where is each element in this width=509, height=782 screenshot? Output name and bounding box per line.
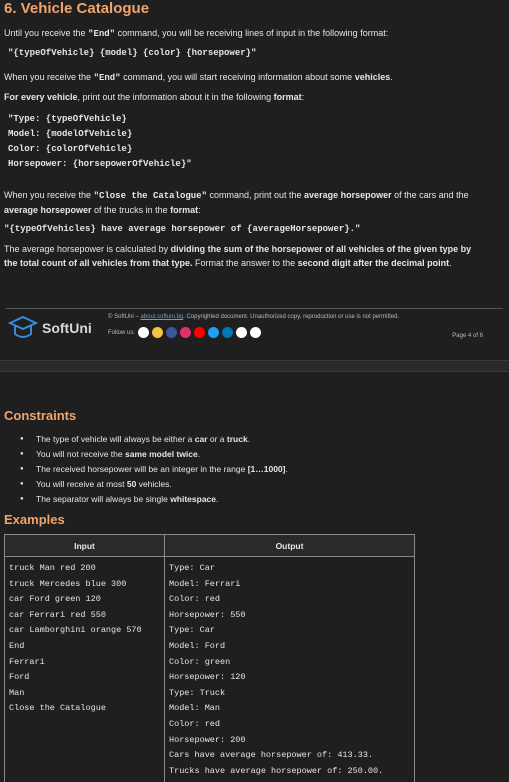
text: The average horsepower is calculated by	[4, 244, 171, 254]
softuni-logo	[8, 314, 92, 342]
document-page-4	[0, 0, 509, 360]
output-cell: Type: Car Model: Ferrari Color: red Horsepower: 550 Type: Car Model: Ford Color: green Horsepower: 120 Type: Truck Model: Man Color: red Horsepower: 200 Cars have average horsepower of: 413.33. Trucks have average horsepower of: 250.00.	[165, 557, 415, 782]
softuni-icon[interactable]	[138, 327, 149, 338]
bold-format: format	[273, 92, 302, 102]
softuni-foundation-icon[interactable]	[152, 327, 163, 338]
text: of the cars and the	[391, 190, 469, 200]
bold-text: dividing the sum of the horsepower of all vehicles of the given type by	[170, 244, 472, 254]
blog-icon[interactable]	[250, 327, 261, 338]
text: Format the answer to the	[192, 258, 298, 268]
paragraph-average	[4, 242, 504, 270]
text: :	[198, 205, 201, 215]
footer-divider	[6, 308, 503, 309]
text: command, you will start receiving information about some	[120, 72, 355, 82]
page-number: Page 4 of 6	[452, 333, 483, 339]
list-item: ● The type of vehicle will always be either a car or a truck.	[20, 432, 288, 447]
twitter-icon[interactable]	[208, 327, 219, 338]
logo-text: SoftUni	[42, 320, 92, 336]
paragraph-intro	[4, 26, 504, 41]
copyright-text	[108, 314, 399, 320]
table-row	[5, 557, 415, 782]
text: . Copyrighted document. Unauthorized copy, reproduction or use is not permitted.	[183, 314, 400, 320]
examples-heading: Examples	[4, 512, 65, 527]
follow-label: Follow us:	[108, 329, 136, 336]
input-cell: truck Man red 200 truck Mercedes blue 300 car Ford green 120 car Ferrari red 550 car Lamborghini orange 570 End Ferrari Ford Man Close the Catalogue	[5, 557, 165, 782]
text: command, you will be receiving lines of input in the following format:	[115, 28, 389, 38]
softuni-logo-icon	[8, 314, 38, 342]
facebook-icon[interactable]	[166, 327, 177, 338]
text: command, print out the	[206, 190, 305, 200]
paragraph-end	[4, 70, 504, 85]
linkedin-icon[interactable]	[222, 327, 233, 338]
output-header: Output	[165, 535, 415, 557]
youtube-icon[interactable]	[194, 327, 205, 338]
examples-table	[4, 534, 415, 782]
paragraph-every-vehicle	[4, 90, 504, 104]
code-line: "Type: {typeOfVehicle}	[8, 114, 127, 124]
list-item: ● You will not receive the same model twice.	[20, 447, 288, 462]
text: Until you receive the	[4, 28, 89, 38]
code-close: "Close the Catalogue"	[93, 191, 207, 201]
bold-text: average horsepower	[304, 190, 392, 200]
bold-text: For every vehicle	[4, 92, 78, 102]
bold-format: format	[170, 205, 199, 215]
instagram-icon[interactable]	[180, 327, 191, 338]
code-line: Model: {modelOfVehicle}	[8, 129, 133, 139]
paragraph-close-catalogue	[4, 188, 504, 217]
bold-text: the total count of all vehicles from that type.	[4, 258, 193, 268]
bold-vehicles: vehicles	[354, 72, 391, 82]
output-format-code	[8, 112, 192, 172]
github-icon[interactable]	[236, 327, 247, 338]
softuni-link[interactable]: about.softuni.bg	[140, 314, 184, 320]
text: :	[301, 92, 305, 102]
input-header: Input	[5, 535, 165, 557]
text: .	[390, 72, 393, 82]
code-end: "End"	[88, 29, 116, 39]
text: .	[449, 258, 452, 268]
text: When you receive the	[4, 190, 94, 200]
code-line: Horsepower: {horsepowerOfVehicle}"	[8, 159, 192, 169]
bold-text: second digit after the decimal point	[297, 258, 450, 268]
page-separator	[0, 360, 509, 372]
text: When you receive the	[4, 72, 94, 82]
bold-text: average horsepower	[4, 205, 92, 215]
list-item: ● The received horsepower will be an integer in the range [1…1000].	[20, 462, 288, 477]
follow-us	[108, 327, 261, 338]
text: © SoftUni –	[108, 314, 141, 320]
code-end: "End"	[93, 73, 121, 83]
list-item: ● You will receive at most 50 vehicles.	[20, 477, 288, 492]
list-item: ● The separator will always be single whitespace.	[20, 492, 288, 507]
text: of the trucks in the	[91, 205, 171, 215]
document-page-5	[0, 372, 509, 782]
text: , print out the information about it in the following	[77, 92, 274, 102]
constraints-list	[20, 432, 288, 507]
code-line: Color: {colorOfVehicle}	[8, 144, 133, 154]
constraints-heading: Constraints	[4, 408, 77, 423]
page-title: 6. Vehicle Catalogue	[4, 0, 150, 17]
average-format-code: "{typeOfVehicles} have average horsepower of {averageHorsepower}."	[4, 224, 361, 234]
input-format-code: "{typeOfVehicle} {model} {color} {horsepower}"	[8, 48, 257, 58]
